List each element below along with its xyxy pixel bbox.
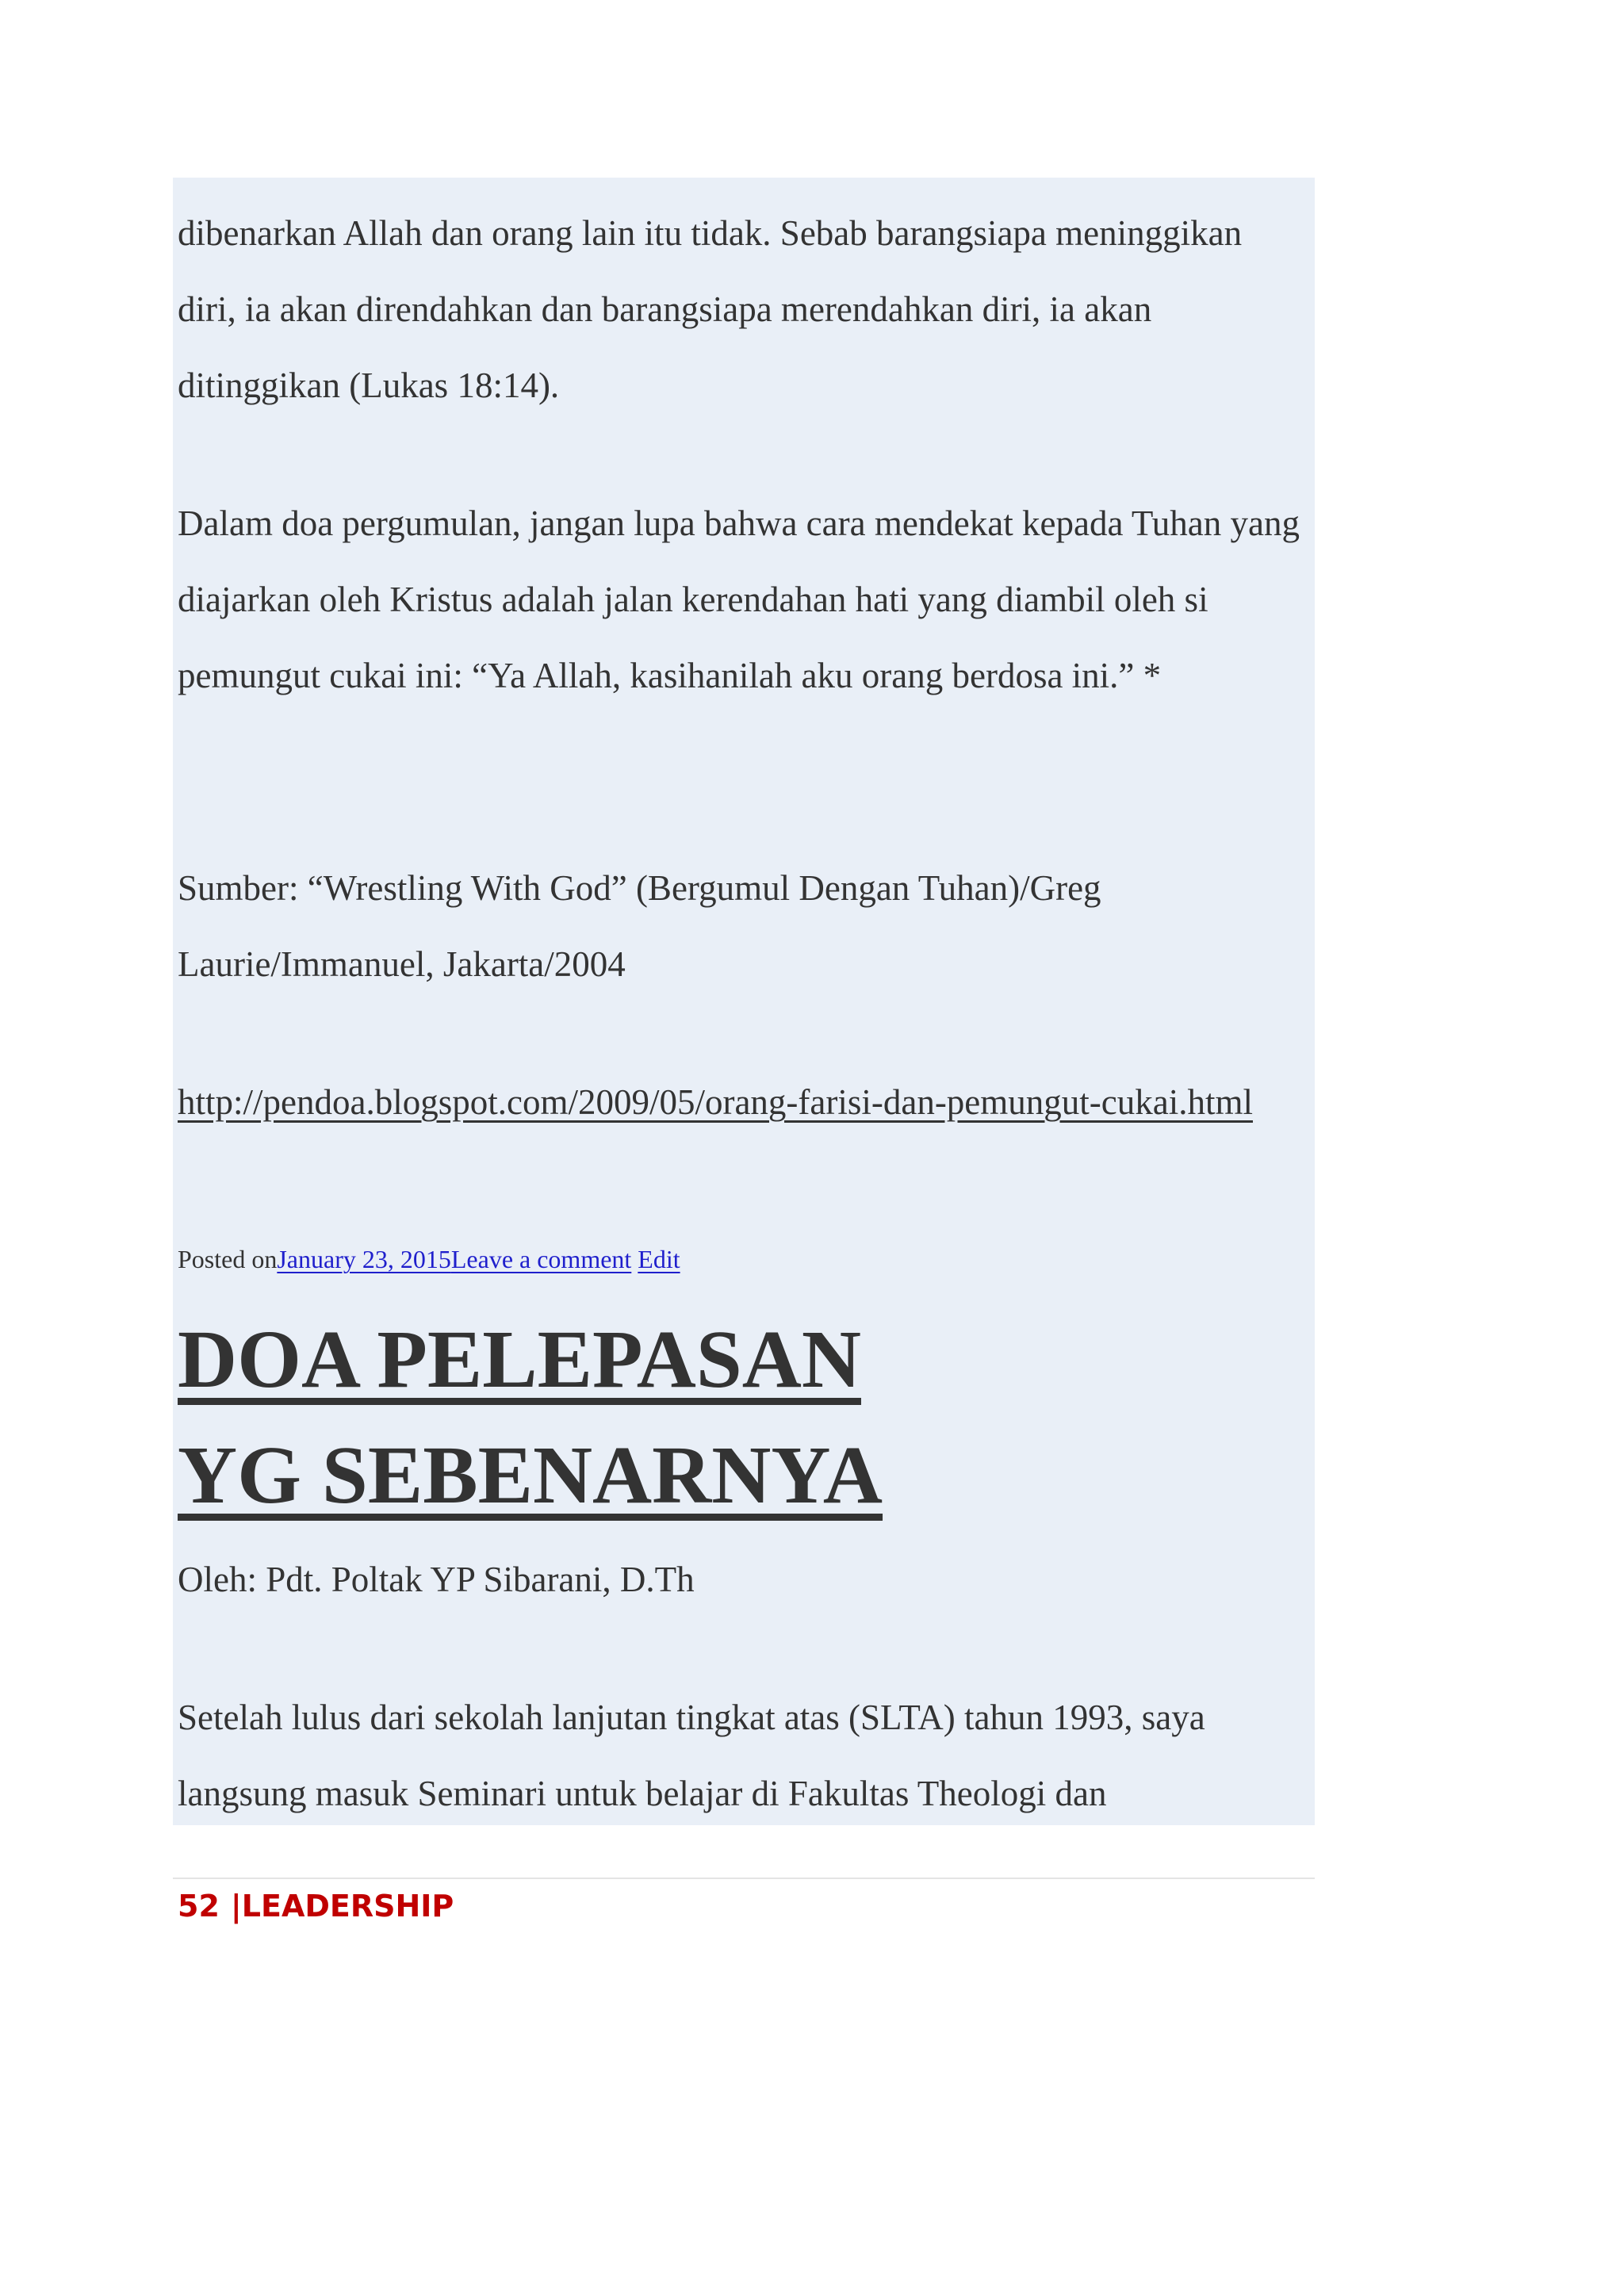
author-byline: Oleh: Pdt. Poltak YP Sibarani, D.Th (178, 1560, 695, 1599)
post-title-line-1[interactable]: DOA PELEPASAN (178, 1314, 861, 1405)
body-paragraph: dibenarkan Allah dan orang lain itu tidak. Sebab barangsiapa meninggikan diri, ia akan direndahkan dan barangsiapa merendahkan diri, ia akan ditinggikan (Lukas 18:14). (178, 213, 1243, 405)
body-paragraph: Dalam doa pergumulan, jangan lupa bahwa cara mendekat kepada Tuhan yang diajarkan oleh Kristus adalah jalan kerendahan hati yang diambil oleh si pemungut cukai ini: “Ya Allah, kasihanilah aku orang berdosa ini.” * (178, 503, 1300, 695)
edit-link[interactable]: Edit (638, 1245, 680, 1273)
footer-divider (173, 1878, 1315, 1879)
page-footer (178, 1884, 454, 1928)
leave-comment-link[interactable]: Leave a comment (450, 1245, 632, 1273)
source-url-paragraph (178, 1064, 1304, 1140)
post-date-link[interactable]: January 23, 2015 (277, 1245, 451, 1273)
post-title[interactable] (178, 1302, 883, 1533)
post-title-line-2[interactable]: YG SEBENARNYA (178, 1430, 883, 1521)
section-name: LEADERSHIP (241, 1889, 454, 1924)
post-meta (178, 1240, 680, 1278)
footer-separator: | (230, 1889, 242, 1924)
body-paragraph: Setelah lulus dari sekolah lanjutan tingkat atas (SLTA) tahun 1993, saya langsung masuk Seminari untuk belajar di Fakultas Theologi dan (178, 1698, 1205, 1813)
source-citation: Sumber: “Wrestling With God” (Bergumul Dengan Tuhan)/Greg Laurie/Immanuel, Jakarta/2004 (178, 868, 1101, 984)
source-url-link[interactable]: http://pendoa.blogspot.com/2009/05/orang-farisi-dan-pemungut-cukai.html (178, 1082, 1253, 1122)
page-number: 52 (178, 1889, 220, 1924)
posted-on-label: Posted on (178, 1245, 278, 1273)
